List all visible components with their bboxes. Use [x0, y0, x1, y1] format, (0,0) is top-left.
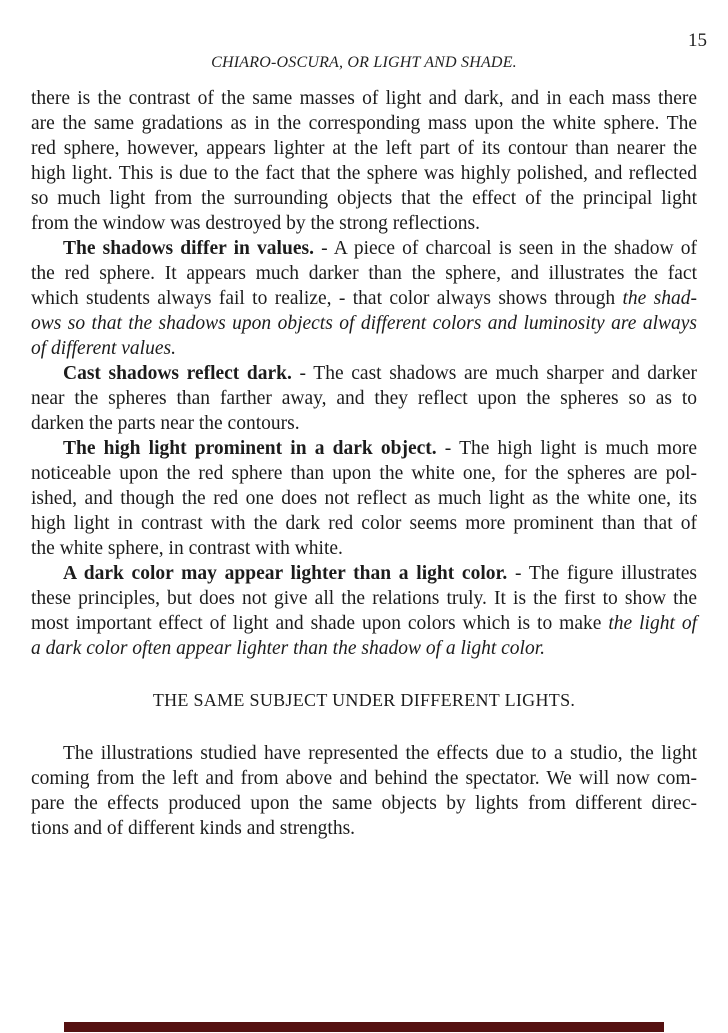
paragraph: [31, 741, 697, 841]
text-line: [31, 791, 697, 816]
text-line: [31, 486, 697, 511]
running-head: CHIARO-OSCURA, OR LIGHT AND SHADE.: [211, 54, 517, 71]
bold-run: The shadows differ in values.: [63, 238, 314, 259]
text-line: [31, 636, 697, 661]
text-line: [31, 311, 697, 336]
text-line: [31, 816, 697, 841]
text-run: from the window was destroyed by the strong reflections.: [31, 213, 480, 234]
text-run: these principles, but does not give all the relations truly. It is the first to show the: [31, 588, 697, 609]
paragraph: [31, 86, 697, 236]
text-run: The illustrations studied have represented the effects due to a studio, the light: [63, 743, 697, 764]
text-run: tions and of different kinds and strengths.: [31, 818, 356, 839]
text-run: most important effect of light and shade upon colors which is to make: [31, 613, 609, 634]
text-body: [31, 86, 697, 841]
text-run: - A piece of charcoal is seen in the shadow of: [313, 238, 697, 259]
text-line: [31, 211, 697, 236]
text-line: [31, 261, 697, 286]
italic-run: of different values.: [31, 338, 176, 359]
text-run: - The high light is much more: [436, 438, 697, 459]
text-run: noticeable upon the red sphere than upon the white one, for the spheres are pol-: [31, 463, 697, 484]
text-run: there is the contrast of the same masses of light and dark, and in each mass there: [31, 88, 697, 109]
text-run: so much light from the surrounding objects that the effect of the principal light: [31, 188, 697, 209]
text-run: the white sphere, in contrast with white.: [31, 538, 343, 559]
text-line: [31, 511, 697, 536]
bold-run: The high light prominent in a dark object.: [63, 438, 437, 459]
text-run: high light in contrast with the dark red color seems more prominent than that of: [31, 513, 697, 534]
paragraph: [31, 361, 697, 436]
paragraph: [31, 561, 697, 661]
text-line: [31, 536, 697, 561]
text-line: [31, 236, 697, 261]
text-line: [31, 86, 697, 111]
bold-run: Cast shadows reflect dark.: [63, 363, 292, 384]
paragraph: [31, 436, 697, 561]
text-run: darken the parts near the contours.: [31, 413, 300, 434]
text-line: [31, 586, 697, 611]
text-line: [31, 766, 697, 791]
text-line: [31, 136, 697, 161]
text-line: [31, 161, 697, 186]
page-number: 15: [688, 30, 707, 51]
text-run: pare the effects produced upon the same objects by lights from different direc-: [31, 793, 697, 814]
text-run: ished, and though the red one does not reflect as much light as the white one, its: [31, 488, 697, 509]
text-run: near the spheres than farther away, and they reflect upon the spheres so as to: [31, 388, 697, 409]
bold-run: A dark color may appear lighter than a light color.: [63, 563, 508, 584]
text-line: [31, 361, 697, 386]
text-line: [31, 111, 697, 136]
text-run: - The cast shadows are much sharper and darker: [291, 363, 697, 384]
text-run: which students always fail to realize, - that color always shows through: [31, 288, 623, 309]
text-run: - The figure illustrates: [507, 563, 698, 584]
italic-run: the shad-: [622, 288, 697, 309]
text-run: coming from the left and from above and behind the spectator. We will now com-: [31, 768, 697, 789]
text-run: high light. This is due to the fact that the sphere was highly polished, and reflected: [31, 163, 697, 184]
text-line: [31, 386, 697, 411]
text-run: red sphere, however, appears lighter at the left part of its contour than nearer the: [31, 138, 697, 159]
section-heading: THE SAME SUBJECT UNDER DIFFERENT LIGHTS.: [152, 690, 576, 710]
text-line: [31, 461, 697, 486]
italic-run: a dark color often appear lighter than the shadow of a light color.: [31, 638, 546, 659]
text-line: [31, 561, 697, 586]
text-line: [31, 286, 697, 311]
text-line: [31, 186, 697, 211]
text-run: the red sphere. It appears much darker than the sphere, and illustrates the fact: [31, 263, 697, 284]
text-line: [31, 336, 697, 361]
italic-run: ows so that the shadows upon objects of different colors and luminosity are always: [31, 313, 697, 334]
text-line: [31, 611, 697, 636]
text-line: [31, 436, 697, 461]
text-line: [31, 741, 697, 766]
scan-edge-bar: [64, 1022, 664, 1032]
text-line: [31, 411, 697, 436]
text-run: are the same gradations as in the corresponding mass upon the white sphere. The: [31, 113, 697, 134]
italic-run: the light of: [608, 613, 697, 634]
paragraph: [31, 236, 697, 361]
